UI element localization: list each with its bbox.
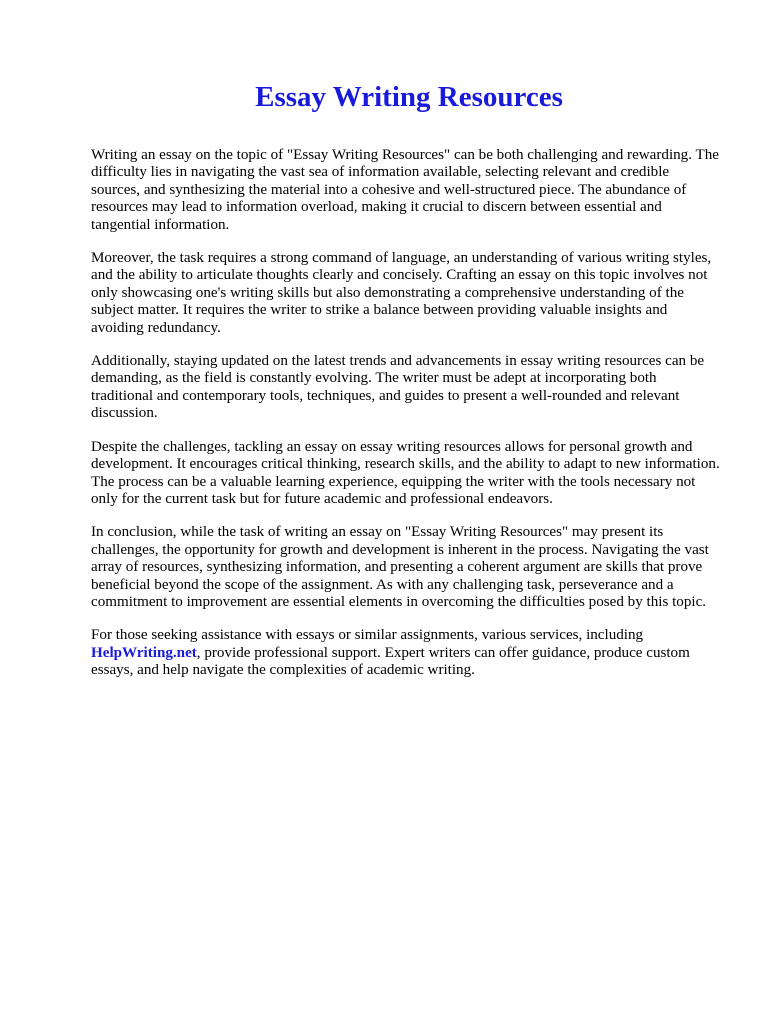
paragraph-6-intro: For those seeking assistance with essays or similar assignments, various services, including xyxy=(91,627,644,644)
page-title: Essay Writing Resources xyxy=(255,81,563,113)
paragraph-6 xyxy=(91,627,721,679)
paragraph-6-outro: , provide professional support. Expert writers can offer guidance, produce custom essays, and help navigate the complexities of academic writing. xyxy=(91,644,690,679)
paragraph-1: Writing an essay on the topic of "Essay Writing Resources" can be both challenging and rewarding. The difficulty lies in navigating the vast sea of information available, selecting relevant and credible sources, and synthesizing the material into a cohesive and well-structured piece. The abundance of resources may lead to information overload, making it crucial to discern between essential and tangential information. xyxy=(91,147,719,233)
helpwriting-link[interactable]: HelpWriting.net xyxy=(91,644,197,661)
paragraph-2: Moreover, the task requires a strong command of language, an understanding of various writing styles, and the ability to articulate thoughts clearly and concisely. Crafting an essay on this topic involves not only showcasing one's writing skills but also demonstrating a comprehensive understanding of the subject matter. It requires the writer to strike a balance between providing valuable insights and avoiding redundancy. xyxy=(91,250,712,336)
document-body xyxy=(91,147,721,696)
paragraph-3: Additionally, staying updated on the latest trends and advancements in essay writing resources can be demanding, as the field is constantly evolving. The writer must be adept at incorporating both traditional and contemporary tools, techniques, and guides to present a well-rounded and relevant discussion. xyxy=(91,353,705,422)
paragraph-4: Despite the challenges, tackling an essay on essay writing resources allows for personal growth and development. It encourages critical thinking, research skills, and the ability to adapt to new information. The process can be a valuable learning experience, equipping the writer with the tools necessary not only for the current task but for future academic and professional endeavors. xyxy=(91,438,720,507)
paragraph-5: In conclusion, while the task of writing an essay on "Essay Writing Resources" may present its challenges, the opportunity for growth and development is inherent in the process. Navigating the vast array of resources, synthesizing information, and presenting a coherent argument are skills that prove beneficial beyond the scope of the assignment. As with any challenging task, perseverance and a commitment to improvement are essential elements in overcoming the difficulties posed by this topic. xyxy=(91,524,709,610)
